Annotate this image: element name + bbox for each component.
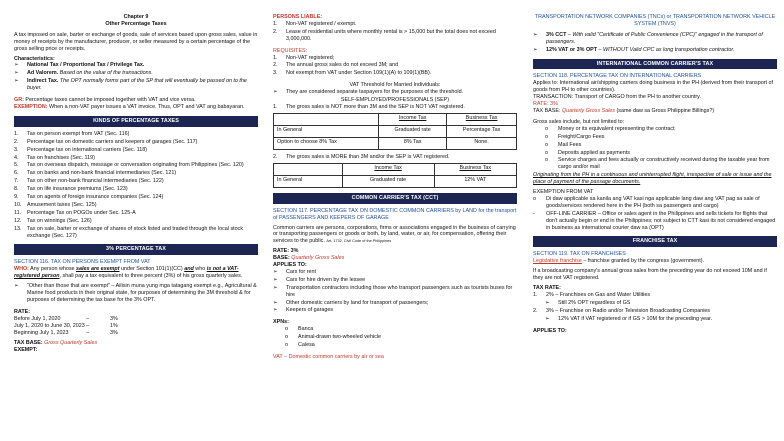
kind-item-marker: 3. xyxy=(14,146,19,153)
kind-item xyxy=(14,178,258,185)
applies-item xyxy=(273,300,517,307)
rate-heading: RATE: xyxy=(14,308,31,315)
gross-item-text: Money or its equivalent representing the contract xyxy=(558,125,675,132)
arrow-icon: ➢ xyxy=(533,46,538,53)
rate-row xyxy=(14,316,258,323)
rate-period: Beginning July 1, 2023 xyxy=(14,329,69,336)
column-right xyxy=(533,14,777,441)
icct-banner: INTERNATIONAL COMMON CARRIER'S TAX xyxy=(533,59,777,70)
applies-heading: APPLIES TO: xyxy=(273,262,307,269)
kind-item xyxy=(14,186,258,193)
kind-item-marker: 11. xyxy=(14,209,22,216)
chapter-title: Other Percentage Taxes xyxy=(105,20,167,27)
applies-item-text: Other domestic carriers by land for transport of passengers; xyxy=(286,299,429,306)
tnvs-item: ➢ 12% VAT or 3% OPT – WITHOUT Valid CPC as long transportation contractor. xyxy=(533,46,735,53)
arrow-icon: ➢ xyxy=(14,62,19,69)
gross-item-text: Service charges and fees actually or constructively received during the taxable year from cargo and/or mail xyxy=(558,157,770,171)
rate-row xyxy=(14,330,258,337)
common-carrier-definition: Common carriers are persons, corporations, firms or associations engaged in the business of carrying or transporting passengers or goods or both, by land, water, or air, for compensation, offering their services to the public. Art. 1732, Civil Code of the Philippines xyxy=(273,224,516,245)
characteristic-item: ➢ Indirect Tax. The OPT normally forms part of the SP that will eventually be passed on to the buyer. xyxy=(14,78,247,92)
kind-item xyxy=(14,226,258,240)
taxrate-item-text: 3% – Franchise on Radio and/or Television Broadcasting Companies xyxy=(546,307,711,314)
legislative-franchise: Legislative franchise – franchise granted by the congress (government). xyxy=(533,258,705,265)
exemption-item-marker: - xyxy=(533,210,535,217)
kind-item xyxy=(14,202,258,209)
rate-dash: – xyxy=(86,322,89,329)
taxrate-item xyxy=(533,292,777,299)
gross-sales-heading: Gross sales include, but not limited to: xyxy=(533,118,625,125)
requisite-item: 3. Not exempt from VAT under Section 109(1)(A) to 109(1)(BB). xyxy=(273,70,432,77)
xpns-heading: XPNs: xyxy=(273,319,289,326)
section-117-title: SECTION 117. PERCENTAGE TAX ON DOMESTIC COMMON CARRIERS by LAND for the transport of PASSENGERS AND KEEPERS OF GARAGE xyxy=(273,207,517,221)
sep-table-1: Income Tax Business Tax In General Graduated rate Percentage Tax Option to choose 8% Tax 8% Tax None. xyxy=(273,113,517,150)
characteristics-heading: Characteristics: xyxy=(14,55,55,62)
applies-to-118: Applies to: International air/shipping carriers doing business in the PH (derived from their transport of goods from PH to other countries). xyxy=(533,80,774,94)
kind-item xyxy=(14,170,258,177)
gross-item-marker: o xyxy=(545,149,548,156)
rate-118: RATE: 3% xyxy=(533,101,558,108)
rate-value: 1% xyxy=(110,322,118,329)
exemption-item xyxy=(533,211,777,232)
rate-period: July 1, 2020 to June 30, 2023 xyxy=(14,322,85,329)
intro-paragraph: A tax imposed on sale, barter or exchange of goods, sale of services based upon gross sales, value in money of receipts by the manufacturer, producer, or seller measured by a certain percentage of the gross selling price or receipts. xyxy=(14,31,258,52)
section-116-title: SECTION 116. TAX ON PERSONS EXEMPT FROM VAT xyxy=(14,259,151,266)
kind-item-marker: 5. xyxy=(14,162,19,169)
kind-item-text: Percentage tax on domestic carriers and keepers of garages (Sec. 117) xyxy=(27,138,198,145)
gross-item-text: Freight/Cargo Fees xyxy=(558,133,605,140)
gross-item-marker: o xyxy=(545,157,548,164)
rate-value: 3% xyxy=(110,315,118,322)
xpn-item-marker: o xyxy=(285,334,288,341)
characteristics-list xyxy=(14,62,258,92)
kind-item-text: Tax on other non-bank financial intermediaries (Sec. 122) xyxy=(27,178,164,185)
tnvs-item: ➢ 3% CCT – With valid "Certificate of Public Convenience (CPC)" engaged in the transport of passengers. xyxy=(533,31,763,45)
tax-rate-heading: TAX RATE: xyxy=(533,285,561,291)
applies-item-marker: ➢ xyxy=(273,284,278,291)
kind-item xyxy=(14,218,258,225)
taxrate-item-text: Still 2% OPT regardless of GS xyxy=(558,299,631,306)
xpn-item-text: Animal-drawn two-wheeled vehicle xyxy=(298,334,381,341)
kind-item-text: Tax on overseas dispatch, message or conversation originating from Philippines (Sec. 120) xyxy=(27,162,244,169)
taxrate-item-marker: 2. xyxy=(533,307,538,314)
franchise-banner: FRANCHISE TAX xyxy=(533,236,777,247)
taxrate-item-marker: ➢ xyxy=(545,315,550,322)
taxrate-item-marker: 1. xyxy=(533,291,538,298)
exemption-item-text: OFF-LINE CARRIER – Office or sales agent in the Philippines and sells tickets for flights that don't actually begin or end in the Philippines; not subject to CTT kasi its not considered engaged in business as international courier daw sa (OPT) xyxy=(546,210,776,231)
taxrate-item-marker: ➢ xyxy=(545,299,550,306)
xpn-item xyxy=(273,326,517,333)
other-than-exempt-note: ➢ "Other than those that are exempt" – Ailisin muna yung mga tatagang exempt e.g., Agricultural & Marine food products in their original state, for purposes of determining the 3M threshold & for purposes of determining the tax base for the 3% OPT. xyxy=(14,283,257,303)
characteristic-item: ➢ Ad Valorem. Based on the value of the transactions. xyxy=(14,70,153,77)
applies-item-marker: ➢ xyxy=(273,268,278,275)
column-left xyxy=(14,14,258,441)
exemption-item xyxy=(533,196,777,210)
xpn-item-marker: o xyxy=(285,342,288,349)
three-percent-banner: 3% PERCENTAGE TAX xyxy=(14,244,258,255)
exemption-item-text: Di daw applicable sa kanila ang VAT kasi nga applicable lang daw ang VAT pag sa sale of goods/services rendered here in the PH (both sa passengers and cargo) xyxy=(546,195,760,209)
arrow-icon: ➢ xyxy=(273,89,278,96)
requisites-heading: REQUISITES: xyxy=(273,47,308,54)
kind-item-text: Tax on banks and non-bank financial intermediaries (Sec. 121) xyxy=(27,170,177,177)
xpn-list xyxy=(273,326,517,349)
gross-item xyxy=(533,134,777,141)
liable-item: 2. Lease of residential units where monthly rental is > 15,000 but the total does not exceed 3,000,000. xyxy=(273,28,496,42)
kind-item-text: Tax on agents of foreign insurance companies (Sec. 124) xyxy=(27,194,164,201)
exemption-vat-heading: EXEMPTION FROM VAT xyxy=(533,189,594,196)
sep-case-2: 2. The gross sales is MORE than 3M and/or the SEP is VAT registered. xyxy=(273,153,450,160)
kind-item xyxy=(14,162,258,169)
xpn-item xyxy=(273,342,517,349)
gross-item-text: Deposits applied as payments xyxy=(558,149,630,156)
kind-item xyxy=(14,147,258,154)
sep-case-1: 1. The gross sales is NOT more than 3M and the SEP is NOT VAT registered. xyxy=(273,103,465,110)
applies-item-text: Keepers of garages xyxy=(286,307,334,314)
taxrate-item xyxy=(533,316,777,323)
taxrate-item xyxy=(533,300,777,307)
cct-rate: RATE: 3% xyxy=(273,248,299,255)
gross-item xyxy=(533,150,777,157)
rate-dash: – xyxy=(86,329,89,336)
applies-item-text: Cars for hire driven by the lessee xyxy=(286,276,366,283)
transaction-118: TRANSACTION: Transport of CARGO from the PH to another country. xyxy=(533,94,701,101)
xpn-item xyxy=(273,334,517,341)
kind-item xyxy=(14,139,258,146)
kind-item-text: Amusement taxes (Sec. 125) xyxy=(27,201,97,208)
kind-item-marker: 8. xyxy=(14,186,19,193)
kind-item-text: Tax on franchises (Sec. 119) xyxy=(27,154,95,161)
xpn-item-text: Banca xyxy=(298,326,314,333)
taxrate-item-text: 12% VAT if VAT registered or if GS > 10M for the preceding year. xyxy=(558,315,713,322)
exemption-note: EXEMPTION: When a non-VAT payer issues a VAT invoice. Thus, OPT and VAT ang babayaran. xyxy=(14,103,245,110)
applies-item xyxy=(273,285,517,299)
kind-item xyxy=(14,194,258,201)
persons-liable-heading: PERSONS LIABLE: xyxy=(273,14,323,20)
rate-row xyxy=(14,323,258,330)
chapter-number: Chapter 9 xyxy=(123,14,149,20)
rate-dash: – xyxy=(86,315,89,322)
gross-item-text: Mail Fees xyxy=(558,141,582,148)
applies-item xyxy=(273,277,517,284)
applies-item xyxy=(273,307,517,314)
exemption-list xyxy=(533,196,777,232)
characteristic-item: ➢ National Tax / Proportional Tax / Privilege Tax. xyxy=(14,62,145,69)
gross-item xyxy=(533,126,777,133)
kind-item xyxy=(14,131,258,138)
applies-list xyxy=(273,269,517,314)
vat-note: VAT – Domestic common carriers by air or sea xyxy=(273,354,384,360)
requisite-item: 2. The annual gross sales do not exceed 3M; and xyxy=(273,62,399,69)
kind-item-text: Tax on sale, barter or exchange of shares of stock listed and traded through the local stock exchange (Sec. 127) xyxy=(27,225,244,239)
kind-item-text: Percentage Tax on POGOs under Sec. 125-A xyxy=(27,209,136,216)
cct-base: BASE: Quarterly Gross Sales xyxy=(273,255,345,262)
married-heading: VAT Threshold for Married Individuals: xyxy=(349,82,441,89)
applies-item-text: Transportation contractors including those who transport passengers such as tourists buses for hire xyxy=(286,284,513,298)
column-middle xyxy=(273,14,517,441)
kind-item-marker: 1. xyxy=(14,130,19,137)
arrow-icon: ➢ xyxy=(14,78,19,85)
xpn-item-marker: o xyxy=(285,326,288,333)
liable-item: 1. Non-VAT registered / exempt. xyxy=(273,20,357,27)
sep-table-2: Income Tax Business Tax In General Graduated rate 12% VAT xyxy=(273,163,517,188)
kind-item xyxy=(14,210,258,217)
applies-item-marker: ➢ xyxy=(273,299,278,306)
kind-item-marker: 9. xyxy=(14,194,19,201)
arrow-icon: ➢ xyxy=(14,283,19,290)
tax-base: TAX BASE: Gross Quarterly Sales xyxy=(14,340,98,347)
kind-item-marker: 10. xyxy=(14,201,22,208)
taxrate-item xyxy=(533,308,777,315)
arrow-icon: ➢ xyxy=(533,31,538,38)
broadcast-note: If a broadcasting company's annual gross sales from the preceding year do not exceed 10M and if they are not VAT registered. xyxy=(533,268,767,282)
gross-list xyxy=(533,126,777,171)
kind-item-marker: 12. xyxy=(14,217,22,224)
section-119-title: SECTION 119. TAX ON FRANCHISES xyxy=(533,251,626,258)
kinds-list xyxy=(14,131,258,240)
tnvs-title: TRANSPORTATION NETWORK COMPANIES (TNCs) or TRANSPORTATION NETWORK VEHICLE SYSTEM (TNVS) xyxy=(534,14,776,27)
gross-item xyxy=(533,142,777,149)
kind-item-marker: 4. xyxy=(14,154,19,161)
kinds-banner: KINDS OF PERCENTAGE TAXES xyxy=(14,116,258,127)
applies-item-text: Cars for rent xyxy=(286,268,316,275)
kind-item-marker: 13. xyxy=(14,225,22,232)
requisite-item: 1. Non-VAT registered; xyxy=(273,54,335,61)
taxrate-list xyxy=(533,292,777,323)
cct-banner: COMMON CARRIER'S TAX (CCT) xyxy=(273,193,517,204)
kind-item-text: Tax on winnings (Sec. 126) xyxy=(27,217,92,224)
general-rule: GR: Percentage taxes cannot be imposed together with VAT and vice versa. xyxy=(14,97,196,104)
gross-item-marker: o xyxy=(545,125,548,132)
married-note: ➢ They are considered separate taxpayers for the purposes of the threshold. xyxy=(273,89,464,96)
who-paragraph: WHO: Any person whose sales are exempt under Section 101(1)(CC) and who is not a VAT-registered person, shall pay a tax equivalent to three percent (3%) of his gross quarterly sales. xyxy=(14,266,243,280)
kind-item-text: Percentage tax on international carriers (Sec. 118) xyxy=(27,146,148,153)
kind-item-marker: 6. xyxy=(14,170,19,177)
kind-item-marker: 2. xyxy=(14,138,19,145)
sep-heading: SELF-EMPLOYED/PROFESSIONALS (SEP) xyxy=(340,97,450,104)
kind-item xyxy=(14,155,258,162)
applies-item xyxy=(273,269,517,276)
exempt-heading: EXEMPT: xyxy=(14,347,38,354)
rate-table xyxy=(14,316,258,337)
applies-to-heading: APPLIES TO: xyxy=(533,327,567,334)
taxbase-118: TAX BASE: Quarterly Gross Sales (same daw sa Gross Philippine Billings?) xyxy=(533,107,715,114)
section-118-title: SECTION 118. PERCENTAGE TAX ON INTERNATIONAL CARRIERS xyxy=(533,73,702,80)
applies-item-marker: ➢ xyxy=(273,276,278,283)
gross-item-marker: o xyxy=(545,141,548,148)
arrow-icon: ➢ xyxy=(14,70,19,77)
kind-item-text: Tax on person exempt from VAT (Sec. 116) xyxy=(27,130,130,137)
exemption-item-marker: o xyxy=(533,195,536,202)
applies-item-marker: ➢ xyxy=(273,307,278,314)
taxrate-item-text: 2% – Franchises on Gas and Water Utilities xyxy=(546,291,651,298)
xpn-item-text: Calesa xyxy=(298,342,315,349)
rate-value: 3% xyxy=(110,329,118,336)
gross-item xyxy=(533,157,777,171)
rate-period: Before July 1, 2020 xyxy=(14,315,61,322)
originating-note: Originating from the PH in a continuous and uninterrupted flight, irrespective of sale or issue and the place of payment of the passage documents. xyxy=(533,172,772,186)
gross-item-marker: o xyxy=(545,133,548,140)
kind-item-marker: 7. xyxy=(14,178,19,185)
kind-item-text: Tax on life insurance premiums (Sec. 123) xyxy=(27,186,128,193)
